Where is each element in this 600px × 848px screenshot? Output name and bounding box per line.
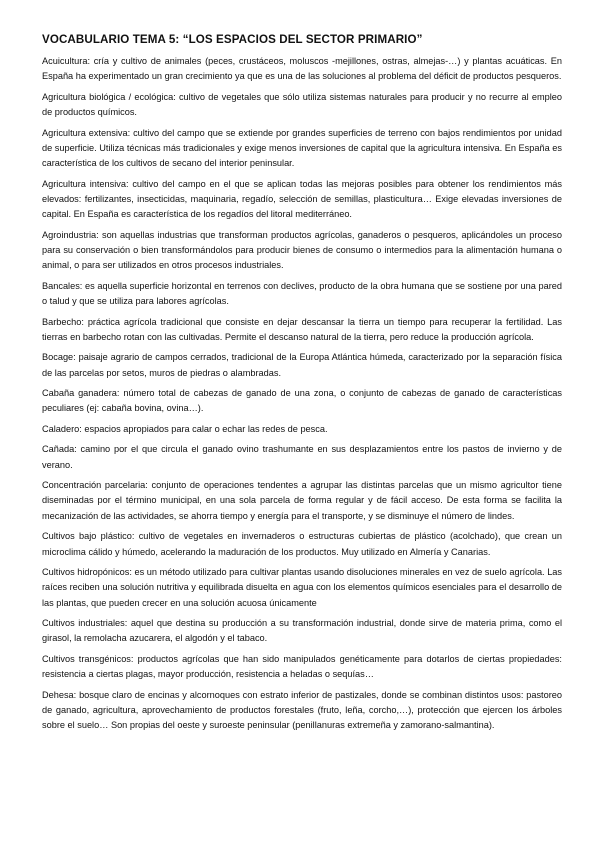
glossary-definition: cultivo del campo en el que se aplican todas las mejoras posibles para obtener los rendimientos más elevados: fertilizantes, insecticidas, maquinaria, regadío, selección de semillas, plasticultura… Exige elevadas inversiones de capital. En España es característica de los regadíos del litoral mediterráneo. xyxy=(42,178,563,220)
glossary-term: Agricultura extensiva xyxy=(42,127,128,138)
glossary-entry: Cultivos bajo plástico: cultivo de vegetales en invernaderos o estructuras cubiertas de plástico (acolchado), que crean un microclima cálido y húmedo, acelerando la maduración de los productos. Muy utilizado en Almería y Canarias. xyxy=(42,531,562,557)
glossary-definition: paisaje agrario de campos cerrados, tradicional de la Europa Atlántica húmeda, caracterizado por la separación física de las parcelas por setos, muros de piedras o alambradas. xyxy=(42,352,562,378)
glossary-entry: Dehesa: bosque claro de encinas y alcornoques con estrato inferior de pastizales, donde se combinan distintos usos: pastoreo de ganado, agricultura, aprovechamiento de productos forestales (fruto, leña, corcho,…), protección que ejercen los árboles sobre el suelo… Son propias del oeste y suroeste peninsular (penillanuras extremeña y zamorano-salmantina). xyxy=(42,689,562,731)
glossary-term: Agroindustria xyxy=(42,229,97,240)
glossary-term: Barbecho xyxy=(42,316,82,327)
glossary-definition: cultivo del campo que se extiende por grandes superficies de terreno con bajos rendimientos por unidad de superficie. Utiliza técnicas más tradicionales y exige menos inversiones de capital que la agricultura intensiva. En España es característica de los cultivos de secano del interior peninsular. xyxy=(42,127,563,169)
glossary-definition: es un método utilizado para cultivar plantas usando disoluciones minerales en vez de suelo agrícola. Las raíces reciben una solución nutritiva y equilibrada disuelta en agua con los elementos químicos esenciales para el desarrollo de las plantas, que pueden crecer en una solución acuosa únicamente xyxy=(42,567,563,608)
glossary-definition: cría y cultivo de animales (peces, crustáceos, moluscos -mejillones, ostras, almejas-…) y plantas acuáticas. En España ha experimentado un gran crecimiento ya que es una de las soluciones al problema del déficit de productos pesqueros. xyxy=(42,56,562,82)
glossary-entry: Agroindustria: son aquellas industrias que transforman productos agrícolas, ganaderos o pesqueros, aplicándoles un proceso para su conservación o bien transformándolos para producir bienes de consumo o intermedios para la alimentación humana o animal, o para ser utilizados en otros procesos industriales. xyxy=(42,229,562,271)
glossary-entry: Cultivos hidropónicos: es un método utilizado para cultivar plantas usando disoluciones minerales en vez de suelo agrícola. Las raíces reciben una solución nutritiva y equilibrada disuelta en agua con los elementos químicos esenciales para el desarrollo de las plantas, que pueden crecer en una solución acuosa únicamente xyxy=(42,567,563,608)
glossary-entry: Agricultura biológica / ecológica: cultivo de vegetales que sólo utiliza sistemas naturales para producir y no recurre al empleo de productos químicos. xyxy=(42,91,562,118)
glossary-term: Bocage xyxy=(42,352,74,363)
glossary-term: Caladero xyxy=(42,423,80,434)
glossary-term: Bancales xyxy=(42,280,80,291)
glossary-entry: Acuicultura: cría y cultivo de animales (peces, crustáceos, moluscos -mejillones, ostras, almejas-…) y plantas acuáticas. En España ha experimentado un gran crecimiento ya que es una de las soluciones al problema del déficit de productos pesqueros. xyxy=(42,56,562,82)
glossary-entry: Caladero: espacios apropiados para calar o echar las redes de pesca. xyxy=(42,423,328,434)
glossary-term: Cultivos hidropónicos xyxy=(42,567,130,578)
glossary-term: Cabaña ganadera xyxy=(42,388,117,399)
glossary-list xyxy=(42,54,562,734)
glossary-definition: camino por el que circula el ganado ovino trashumante en sus desplazamientos entre los pastos de invierno y de verano. xyxy=(42,444,563,470)
glossary-term: Agricultura biológica / ecológica xyxy=(42,91,174,102)
glossary-term: Cultivos bajo plástico xyxy=(42,531,132,542)
glossary-definition: son aquellas industrias que transforman productos agrícolas, ganaderos o pesqueros, aplicándoles un proceso para su conservación o bien transformándolos para producir bienes de consumo o intermedios para la alimentación humana o animal, o para ser utilizados en otros procesos industriales. xyxy=(42,229,562,271)
glossary-definition: cultivo de vegetales en invernaderos o estructuras cubiertas de plástico (acolchado), que crean un microclima cálido y húmedo, acelerando la maduración de los productos. Muy utilizado en Almería y Canarias. xyxy=(42,531,562,557)
glossary-definition: número total de cabezas de ganado de una zona, o conjunto de cabezas de ganado de características peculiares (ej: cabaña bovina, ovina…). xyxy=(42,388,562,414)
glossary-entry: Agricultura intensiva: cultivo del campo en el que se aplican todas las mejoras posibles para obtener los rendimientos más elevados: fertilizantes, insecticidas, maquinaria, regadío, selección de semillas, plasticultura… Exige elevadas inversiones de capital. En España es característica de los regadíos del litoral mediterráneo. xyxy=(42,178,563,220)
glossary-term: Cultivos transgénicos xyxy=(42,653,131,664)
glossary-definition: bosque claro de encinas y alcornoques con estrato inferior de pastizales, donde se combinan distintos usos: pastoreo de ganado, agricultura, aprovechamiento de productos forestales (fruto, leña, corcho,…), protección que ejercen los árboles sobre el suelo… Son propias del oeste y suroeste peninsular (penillanuras extremeña y zamorano-salmantina). xyxy=(42,689,562,731)
glossary-entry: Cultivos transgénicos: productos agrícolas que han sido manipulados genéticamente para dotarlos de ciertas propiedades: resistencia a ciertas plagas, mayor producción, resistencia a heladas o sequías… xyxy=(42,653,562,680)
glossary-entry: Agricultura extensiva: cultivo del campo que se extiende por grandes superficies de terreno con bajos rendimientos por unidad de superficie. Utiliza técnicas más tradicionales y exige menos inversiones de capital que la agricultura intensiva. En España es característica de los cultivos de secano del interior peninsular. xyxy=(42,127,563,169)
glossary-definition: aquel que destina su producción a su transformación industrial, donde sirve de materia prima, como el girasol, la remolacha azucarera, el algodón y el tabaco. xyxy=(42,618,562,644)
glossary-entry: Concentración parcelaria: conjunto de operaciones tendentes a agrupar las distintas parcelas que un mismo agricultor tiene diseminadas por el término municipal, en una sola parcela de forma regular y de fácil acceso. De esta forma se facilita la mecanización de las actividades, se ahorra tiempo y energía para el transporte, y se disminuye el número de lindes. xyxy=(42,480,563,521)
glossary-definition: es aquella superficie horizontal en terrenos con declives, producto de la obra humana que se sostiene por una pared o talud y que se utiliza para labores agrícolas. xyxy=(42,280,562,307)
glossary-entry: Cañada: camino por el que circula el ganado ovino trashumante en sus desplazamientos entre los pastos de invierno y de verano. xyxy=(42,444,563,470)
glossary-definition: espacios apropiados para calar o echar las redes de pesca. xyxy=(84,423,328,434)
glossary-entry: Barbecho: práctica agrícola tradicional que consiste en dejar descansar la tierra un tiempo para recuperar la fertilidad. Las tierras en barbecho rotan con las cultivadas. Permite el descanso natural de la tierra, pero reduce la producción agrícola. xyxy=(42,316,562,342)
glossary-term: Cañada xyxy=(42,444,75,455)
glossary-definition: conjunto de operaciones tendentes a agrupar las distintas parcelas que un mismo agricultor tiene diseminadas por el término municipal, en una sola parcela de forma regular y de fácil acceso. De esta forma se facilita la mecanización de las actividades, se ahorra tiempo y energía para el transporte, y se disminuye el número de lindes. xyxy=(42,480,563,521)
glossary-term: Agricultura intensiva xyxy=(42,178,126,189)
document-title: VOCABULARIO TEMA 5: “LOS ESPACIOS DEL SECTOR PRIMARIO” xyxy=(42,33,423,46)
glossary-entry: Cultivos industriales: aquel que destina su producción a su transformación industrial, donde sirve de materia prima, como el girasol, la remolacha azucarera, el algodón y el tabaco. xyxy=(42,618,562,644)
glossary-term: Concentración parcelaria xyxy=(42,480,146,491)
glossary-entry: Bocage: paisaje agrario de campos cerrados, tradicional de la Europa Atlántica húmeda, caracterizado por la separación física de las parcelas por setos, muros de piedras o alambradas. xyxy=(42,352,562,378)
glossary-definition: cultivo de vegetales que sólo utiliza sistemas naturales para producir y no recurre al empleo de productos químicos. xyxy=(42,91,562,118)
glossary-term: Cultivos industriales xyxy=(42,618,125,629)
glossary-term: Dehesa xyxy=(42,689,74,700)
glossary-entry: Bancales: es aquella superficie horizontal en terrenos con declives, producto de la obra humana que se sostiene por una pared o talud y que se utiliza para labores agrícolas. xyxy=(42,280,562,307)
glossary-entry: Cabaña ganadera: número total de cabezas de ganado de una zona, o conjunto de cabezas de ganado de características peculiares (ej: cabaña bovina, ovina…). xyxy=(42,388,562,414)
glossary-term: Acuicultura xyxy=(42,56,88,66)
glossary-definition: práctica agrícola tradicional que consiste en dejar descansar la tierra un tiempo para recuperar la fertilidad. Las tierras en barbecho rotan con las cultivadas. Permite el descanso natural de la tierra, pero reduce la producción agrícola. xyxy=(42,316,562,342)
glossary-definition: productos agrícolas que han sido manipulados genéticamente para dotarlos de ciertas propiedades: resistencia a ciertas plagas, mayor producción, resistencia a heladas o sequías… xyxy=(42,653,562,680)
